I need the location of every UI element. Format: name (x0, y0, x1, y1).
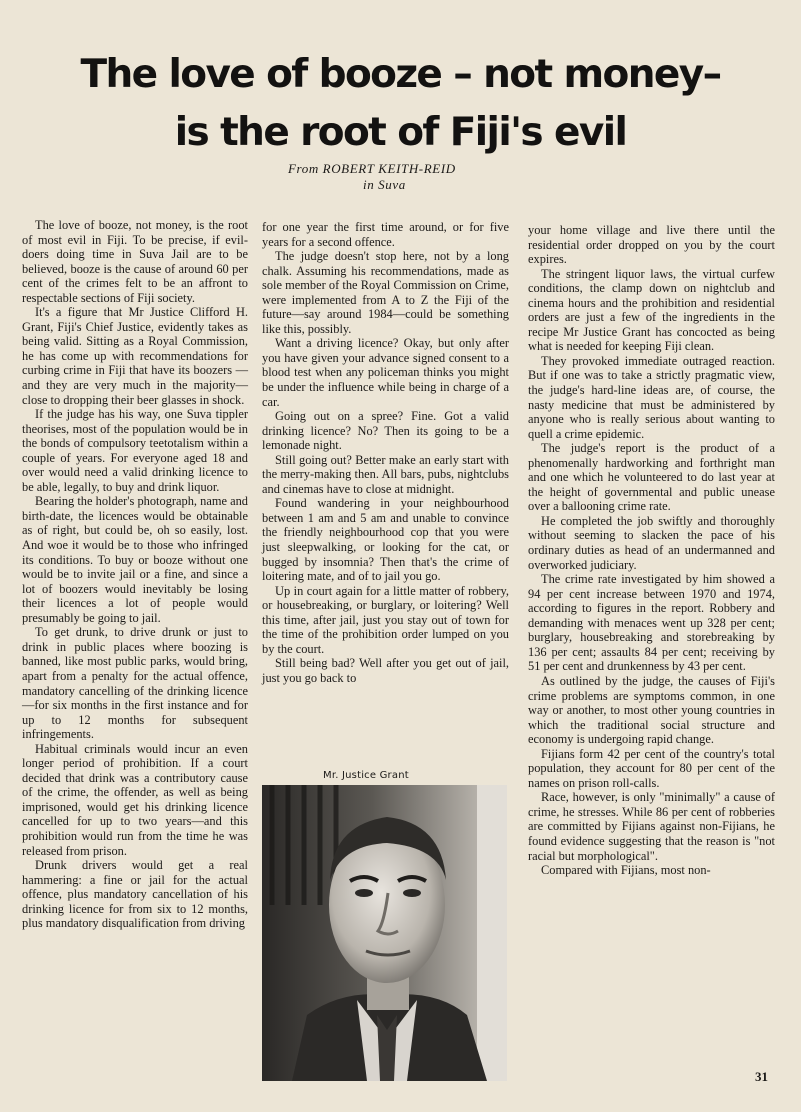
article-column-2 (262, 220, 509, 765)
paragraph: The love of booze, not money, is the root of most evil in Fiji. To be precise, if evil-doers doing time in Suva Jail are to be believed, booze is the cause of around 60 per cent of the crimes felt to be an affront to respectable sections of Fiji society. (22, 218, 248, 305)
byline-location: in Suva (363, 177, 406, 192)
byline (260, 161, 620, 193)
paragraph: Bearing the holder's photograph, name and birth-date, the licences would be obtainable as of right, but could be, oh so easily, lost. And woe it would be to those who infringed its conditions. To buy or booze without one would be to invite jail or a fine, and since a lot of boozers would inevitably be losing their licences a lot of people would presumably be going to jail. (22, 494, 248, 625)
headline-line-1: The love of booze – not money– (80, 52, 721, 97)
paragraph: Found wandering in your neighbourhood between 1 am and 5 am and unable to convince the friendly neighbourhood cop that you were just sleepwalking, or looking for the cat, or bugged by insomnia? Then that's the crime of loitering mate, and of to jail you go. (262, 496, 509, 584)
paragraph: Drunk drivers would get a real hammering: a fine or jail for the actual offence, plus mandatory cancellation of his drinking licence for from six to 12 months, plus mandatory disqualification from driving (22, 858, 248, 931)
headline-line-2: is the root of Fiji's evil (174, 110, 627, 155)
paragraph: Going out on a spree? Fine. Got a valid drinking licence? No? Then its going to be a lemonade night. (262, 409, 509, 453)
paragraph: for one year the first time around, or for five years for a second offence. (262, 220, 509, 249)
paragraph: To get drunk, to drive drunk or just to drink in public places where boozing is banned, like most public parks, would bring, apart from a penalty for the actual offence, mandatory cancelling of the drinking licence—for six months in the first instance and for up to 12 months for subsequent infringements. (22, 625, 248, 742)
paragraph: The judge's report is the product of a phenomenally hardworking and forthright man and one which he volunteered to do last year at the height of governmental and public unease over a ballooning crime rate. (528, 441, 775, 514)
byline-author: From ROBERT KEITH-REID (288, 161, 456, 176)
page-number: 31 (755, 1069, 768, 1084)
paragraph: The crime rate investigated by him showed a 94 per cent increase between 1970 and 1974, according to figures in the report. Robbery and demanding with menaces went up 328 per cent; burglary, housebreaking and storebreaking by 136 per cent; assaults 84 per cent; receiving by 51 per cent and drunkenness by 43 per cent. (528, 572, 775, 674)
paragraph: Fijians form 42 per cent of the country's total population, they account for 80 per cent of the names on prison roll-calls. (528, 746, 775, 790)
paragraph: Race, however, is only "minimally" a cause of crime, he stresses. While 86 per cent of robberies are committed by Fijians against non-Fijians, he found evidence suggesting that the reason is "not racial but morphological". (528, 790, 775, 863)
paragraph: It's a figure that Mr Justice Clifford H. Grant, Fiji's Chief Justice, evidently takes as being valid. Sitting as a Royal Commission, he has come up with recommendations for curbing crime in Fiji that have its boozers —and they are very much in the majority—close to dropping their beer glasses in shock. (22, 305, 248, 407)
paragraph: The stringent liquor laws, the virtual curfew conditions, the clamp down on nightclub and cinema hours and the prohibition and residential orders are just a few of the ingredients in the recipe Mr Justice Grant has concocted as being what is needed for keeping Fiji clean. (528, 266, 775, 354)
portrait-illustration (262, 785, 507, 1081)
paragraph: Still going out? Better make an early start with the merry-making then. All bars, pubs, nightclubs and cinemas have to close at midnight. (262, 452, 509, 496)
photo-caption: Mr. Justice Grant (323, 770, 409, 781)
headline (0, 46, 801, 162)
paragraph: Habitual criminals would incur an even longer period of prohibition. If a court decided that drink was a contributory cause of the crime, the offender, as well as being imprisoned, would get his drinking licence cancelled for up to two years—and this prohibition would run from the time he was released from prison. (22, 741, 248, 858)
paragraph: your home village and live there until the residential order dropped on you by the court expires. (528, 223, 775, 267)
paragraph: The judge doesn't stop here, not by a long chalk. Assuming his recommendations, made as sole member of the Royal Commission on Crime, were implemented from A to Z the Fiji of the future—say around 1984—could be something like this, possibly. (262, 249, 509, 336)
paragraph: As outlined by the judge, the causes of Fiji's crime problems are symptoms common, in one way or another, to most other young countries in which the traditional social structure and economy is undergoing rapid change. (528, 673, 775, 747)
paragraph: Want a driving licence? Okay, but only after you have given your advance signed consent to a blood test when any policeman thinks you might be under the influence while being in charge of a car. (262, 336, 509, 409)
paragraph: He completed the job swiftly and thoroughly without seeming to slacken the pace of his ordinary duties as head of an undermanned and overworked judiciary. (528, 513, 775, 572)
portrait-photo (262, 785, 507, 1081)
paragraph: If the judge has his way, one Suva tippler theorises, most of the population would be in the bonds of compulsory teetotalism within a couple of years. For everyone aged 18 and over would need a valid drinking licence to be able, legally, to buy and drink liquor. (22, 407, 248, 494)
paragraph: Compared with Fijians, most non- (541, 863, 711, 878)
article-column-3 (528, 223, 775, 1063)
paragraph: They provoked immediate outraged reaction. But if one was to take a strictly pragmatic view, the judge's hard-line ideas are, of course, the nasty medicine that must be administered by anyone who is really serious about wanting to quell a crime epidemic. (528, 353, 775, 441)
article-column-1 (22, 218, 248, 1048)
paragraph: Up in court again for a little matter of robbery, or housebreaking, or burglary, or loitering? Well this time, after jail, just you stay out of town for the time of the prohibition order lumped on you by the court. (262, 583, 509, 656)
paragraph: Still being bad? Well after you get out of jail, just you go back to (262, 656, 509, 685)
